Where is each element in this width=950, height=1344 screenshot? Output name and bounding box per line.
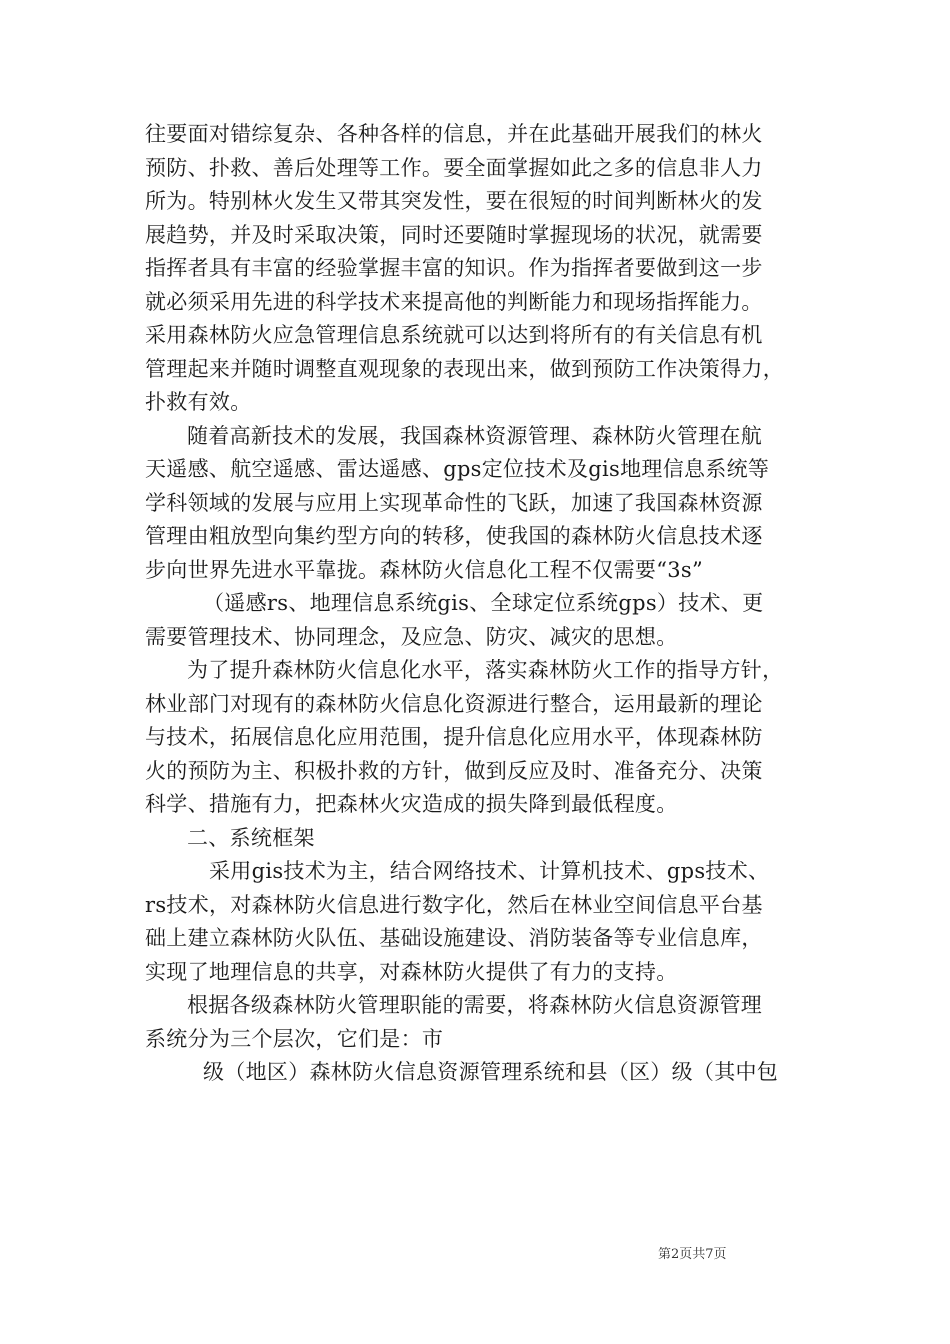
text-line: 所为。特别林火发生又带其突发性，要在很短的时间判断林火的发 — [145, 189, 763, 213]
text-line: 为了提升森林防火信息化水平，落实森林防火工作的指导方针， — [187, 658, 784, 682]
text-line: 天遥感、航空遥感、雷达遥感、gps定位技术及gis地理信息系统等 — [145, 457, 770, 481]
text-line: 系统分为三个层次，它们是：市 — [145, 1026, 444, 1051]
text-line: 采用森林防火应急管理信息系统就可以达到将所有的有关信息有机 — [145, 323, 763, 347]
text-line: 科学、措施有力，把森林火灾造成的损失降到最低程度。 — [145, 792, 678, 816]
text-line: 火的预防为主、积极扑救的方针，做到反应及时、准备充分、决策 — [145, 758, 763, 783]
text-line: 预防、扑救、善后处理等工作。要全面掌握如此之多的信息非人力 — [145, 155, 763, 180]
text-line: 级（地区）森林防火信息资源管理系统和县（区）级（其中包 — [203, 1060, 779, 1084]
text-line: 根据各级森林防火管理职能的需要，将森林防火信息资源管理 — [187, 993, 763, 1017]
text-line: 就必须采用先进的科学技术来提高他的判断能力和现场指挥能力。 — [145, 289, 763, 314]
text-line: 扑救有效。 — [145, 390, 252, 414]
text-line: 学科领域的发展与应用上实现革命性的飞跃，加速了我国森林资源 — [145, 490, 763, 515]
text-line: 往要面对错综复杂、各种各样的信息，并在此基础开展我们的林火 — [145, 122, 763, 146]
text-line: 随着高新技术的发展，我国森林资源管理、森林防火管理在航 — [187, 423, 763, 448]
text-line: 采用gis技术为主，结合网络技术、计算机技术、gps技术、 — [209, 859, 770, 883]
document-body — [145, 118, 810, 1090]
text-line: rs技术，对森林防火信息进行数字化，然后在林业空间信息平台基 — [145, 892, 763, 917]
text-line: 需要管理技术、协同理念，及应急、防灾、减灾的思想。 — [145, 624, 678, 649]
text-line: 与技术，拓展信息化应用范围，提升信息化应用水平，体现森林防 — [145, 725, 763, 749]
text-line: 二、系统框架 — [187, 825, 315, 850]
text-line: 础上建立森林防火队伍、基础设施建设、消防装备等专业信息库， — [145, 926, 763, 950]
text-line: 指挥者具有丰富的经验掌握丰富的知识。作为指挥者要做到这一步 — [145, 256, 763, 280]
text-line: （遥感rs、地理信息系统gis、全球定位系统gps）技术、更 — [203, 591, 764, 615]
page-number: 第2页共7页 — [658, 1247, 727, 1262]
page-footer — [0, 1243, 950, 1262]
text-line: 实现了地理信息的共享，对森林防火提供了有力的支持。 — [145, 959, 678, 984]
text-line: 展趋势，并及时采取决策，同时还要随时掌握现场的状况，就需要 — [145, 222, 763, 247]
text-line: 管理由粗放型向集约型方向的转移，使我国的森林防火信息技术逐 — [145, 524, 763, 548]
text-line: 林业部门对现有的森林防火信息化资源进行整合，运用最新的理论 — [145, 691, 763, 716]
text-line: 步向世界先进水平靠拢。森林防火信息化工程不仅需要“3s” — [145, 557, 704, 582]
text-line: 管理起来并随时调整直观现象的表现出来，做到预防工作决策得力， — [145, 356, 784, 381]
